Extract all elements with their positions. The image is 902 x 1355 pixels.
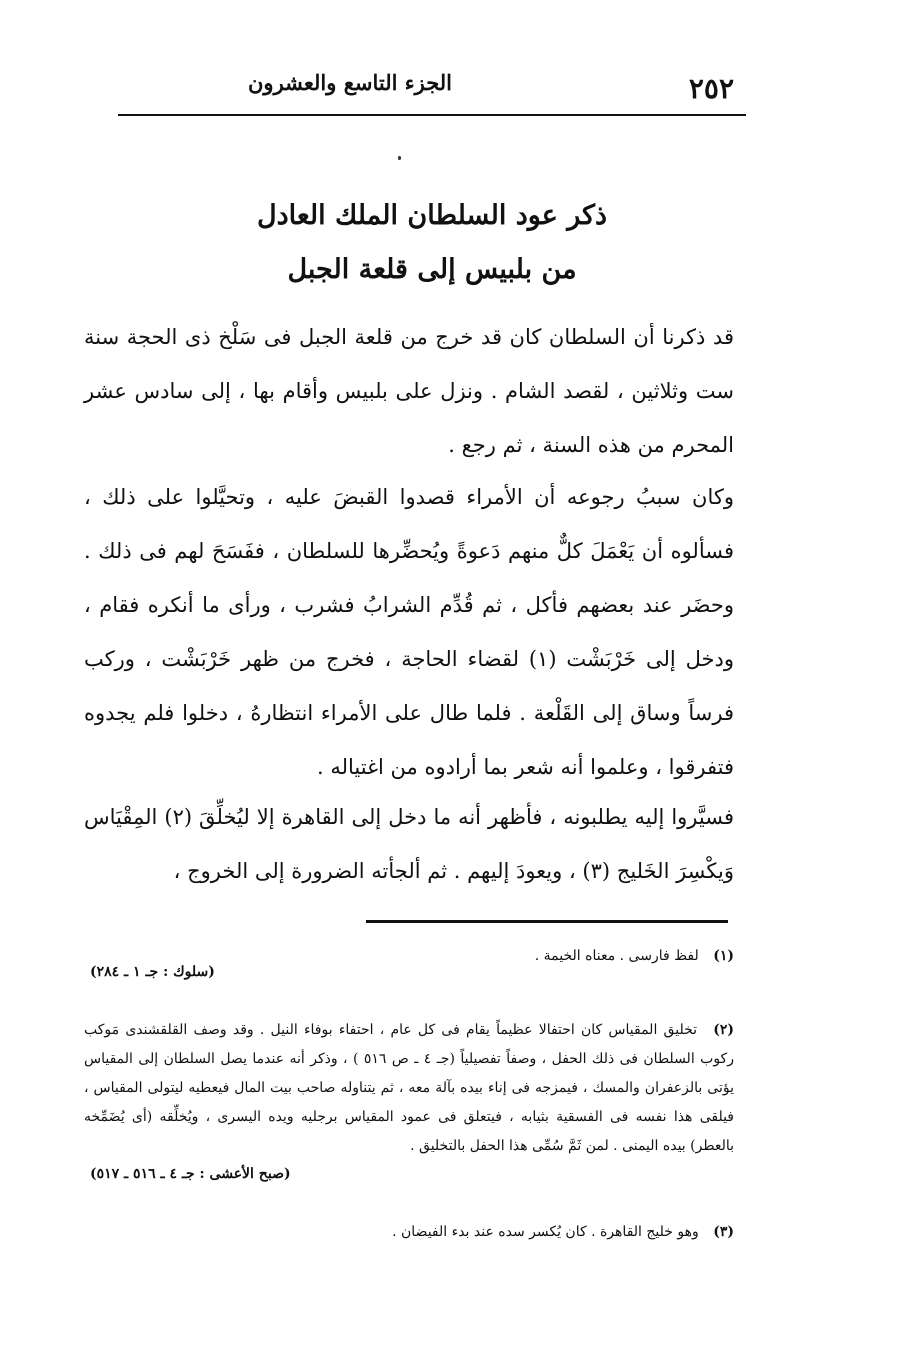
footnote-number: (٣) [713,1224,734,1240]
page-number: ٢٥٢ [688,72,734,105]
ink-speck [398,156,401,160]
footnote-text: تخليق المقياس كان احتفالا عظيماً يقام فى كل عام ، احتفاء بوفاء النيل . وقد وصف القلقشندى مَوكب ركوب السلطان فى ذلك الحفل ، وصفاً تفصيلياً (جـ ٤ ـ ص ٥١٦ ) ، وذكر أنه عندما يصل السلطان إلى المقياس يؤتى بالزعفران والمسك ، فيمزجه فى إناء بيده بآلة معه ، ثم يتناوله صاحب بيت المال فيعطيه ليتولى المقياس ، فيلقى هذا نفسه فى الفسقية بثيابه ، فيتعلق فى عمود المقياس برجليه ويده اليسرى ، ويُخلِّقه (أى يُضَمِّخه بالعطر) بيده اليمنى . لمن ثَمَّ سُمِّى هذا الحفل بالتخليق . [84,1022,734,1154]
footnote [84,1016,734,1161]
running-title: الجزء التاسع والعشرون [248,70,453,95]
page-header [118,62,746,110]
footnote-text: لفظ فارسى . معناه الخيمة . [534,948,699,964]
footnote [84,1218,734,1247]
footnote-text: وهو خليج القاهرة . كان يُكسر سده عند بدء الفيضان . [392,1224,699,1240]
footnote-source: (صبح الأعشى : جـ ٤ ـ ٥١٦ ـ ٥١٧) [90,1166,291,1182]
section-heading-line1: ذكر عود السلطان الملك العادل [256,200,608,231]
footnote-source: (سلوك : جـ ١ ـ ٢٨٤) [90,964,215,980]
paragraph: وكان سببُ رجوعه أن الأمراء قصدوا القبضَ عليه ، وتحيَّلوا على ذلك ، فسألوه أن يَعْمَلَ كلٌّ منهم دَعوةً ويُحضِّرها للسلطان ، ففَسَحَ لهم فى ذلك . وحضَر عند بعضهم فأكل ، ثم قُدِّم الشرابُ فشرب ، ورأى ما أنكره فقام ، ودخل إلى خَرْبَشْت (١) لقضاء الحاجة ، فخرج من ظهر خَرْبَشْت ، وركب فرساً وساق إلى القَلْعة . فلما طال على الأمراء انتظارهُ ، دخلوا فلم يجدوه فتفرقوا ، وعلموا أنه شعر بما أرادوه من اغتياله . [84,485,734,779]
footnote-rule [366,920,728,923]
paragraph: قد ذكرنا أن السلطان كان قد خرج من قلعة الجبل فى سَلْخ ذى الحجة سنة ست وثلاثين ، لقصد الشام . ونزل على بلبيس وأقام بها ، إلى سادس عشر المحرم من هذه السنة ، ثم رجع . [84,325,734,457]
section-heading-line2: من بلبيس إلى قلعة الجبل [287,254,577,285]
paragraph: فسيَّروا إليه يطلبونه ، فأظهر أنه ما دخل إلى القاهرة إلا ليُخلِّقَ (٢) المِقْيَاس وَيكْسِرَ الخَليج (٣) ، ويعودَ إليهم . ثم ألجأته الضرورة إلى الخروج ، [84,805,734,883]
header-rule [118,114,746,116]
footnote-number: (١) [713,948,734,964]
footnote-number: (٢) [713,1022,735,1038]
